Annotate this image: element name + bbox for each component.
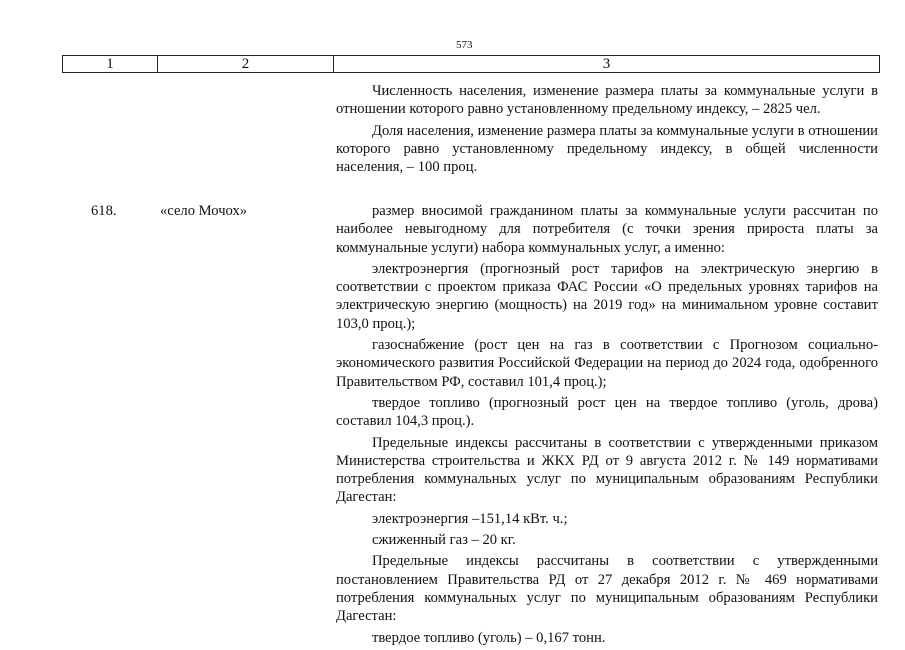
paragraph: Численность населения, изменение размера платы за коммунальные услуги в отношении которого равно установленному предельному индексу, – 2825 чел. (336, 83, 878, 118)
paragraph: твердое топливо (уголь) – 0,167 тонн. (372, 629, 606, 646)
paragraph: электроэнергия (прогнозный рост тарифов на электрическую энергию в соответствии с проектом приказа ФАС России «О предельных уровнях тарифов на электрическую энергию (мощность) на 2019 год» на минимальном уровне составит 103,0 проц.); (336, 260, 878, 332)
paragraph: электроэнергия –151,14 кВт. ч.; (372, 510, 568, 527)
row-number: 618. (91, 203, 117, 219)
table-header (62, 55, 880, 73)
page-number: 573 (456, 39, 473, 51)
settlement-name: «село Мочох» (160, 203, 248, 219)
paragraph: твердое топливо (прогнозный рост цен на твердое топливо (уголь, дрова) составил 104,3 проц.). (336, 394, 878, 430)
settlement-description (336, 202, 878, 650)
continued-description (336, 82, 878, 179)
paragraph: Предельные индексы рассчитаны в соответствии с утвержденными постановлением Правительства РД от 27 декабря 2012 г. № 469 нормативами потребления коммунальных услуг по муниципальным образованиям Республики Дагестан: (336, 553, 878, 625)
paragraph: Предельные индексы рассчитаны в соответствии с утвержденными приказом Министерства строительства и ЖКХ РД от 9 августа 2012 г. № 149 нормативами потребления коммунальных услуг по муниципальным образованиям Республики Дагестан: (336, 434, 878, 506)
paragraph: газоснабжение (рост цен на газ в соответствии с Прогнозом социально-экономического развития Российской Федерации на период до 2024 года, одобренного Правительством РФ, составил 101,4 проц.); (336, 337, 878, 390)
paragraph: сжиженный газ – 20 кг. (372, 532, 516, 549)
paragraph: размер вносимой гражданином платы за коммунальные услуги рассчитан по наиболее невыгодному для потребителя (с точки зрения прироста платы за коммунальные услуги) набора коммунальных услуг, а именно: (336, 203, 878, 256)
table-header-col1: 1 (63, 56, 158, 72)
paragraph: Доля населения, изменение размера платы за коммунальные услуги в отношении которого равно установленному предельному индексу, в общей численности населения, – 100 проц. (336, 122, 878, 176)
table-header-col3: 3 (602, 56, 611, 72)
table-header-col2: 2 (158, 56, 334, 72)
